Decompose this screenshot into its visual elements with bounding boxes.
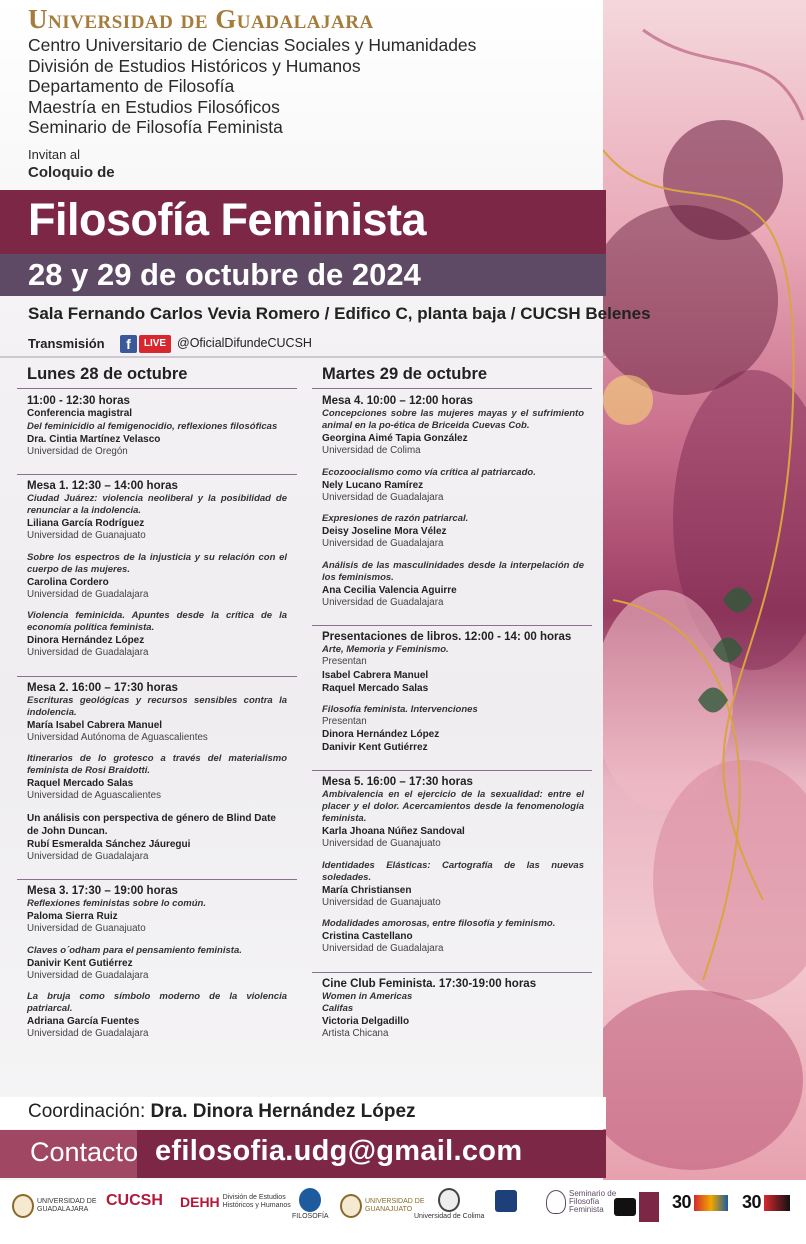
speaker-name: Deisy Joseline Mora Vélez [322, 526, 447, 537]
speaker-name: María Isabel Cabrera Manuel [27, 719, 163, 731]
divider [312, 770, 592, 771]
speaker-name: Liliana García Rodríguez [27, 518, 145, 529]
speaker-name: Adriana García Fuentes [27, 1016, 140, 1027]
block-title: Mesa 3. 17:30 – 19:00 horas [27, 885, 178, 897]
department-line: Centro Universitario de Ciencias Sociales y Humanidades [28, 35, 477, 55]
talk-item [322, 789, 584, 851]
cine-club-logo [614, 1192, 659, 1222]
talk-title: Violencia feminicida. Apuntes desde la crítica de la economía política feminista. [27, 610, 287, 633]
speaker-name: Nely Lucano Ramírez [322, 479, 424, 491]
schedule-block [322, 978, 584, 1054]
speaker-name: Georgina Aimé Tapia González [322, 433, 468, 444]
uaa-shield-icon [495, 1190, 517, 1212]
contact-band [0, 1130, 606, 1178]
coloquio-text: Coloquio de [28, 164, 115, 181]
logo-text: Feminista [569, 1205, 604, 1214]
talk-item [27, 812, 287, 864]
coordination-label: Coordinación: [28, 1101, 146, 1122]
talk-item [27, 493, 287, 543]
talk-item [322, 918, 584, 956]
speaker-name: Carolina Cordero [27, 576, 109, 588]
divider [312, 625, 592, 626]
department-line: División de Estudios Históricos y Humanos [28, 55, 361, 76]
red-wordmark-icon [764, 1195, 790, 1211]
day1-column [27, 362, 287, 1054]
speaker-name: Rubí Esmeralda Sánchez Jáuregui [27, 838, 191, 850]
schedule-block [322, 395, 584, 622]
block-title: Presentaciones de libros. 12:00 - 14: 00 horas [322, 631, 572, 643]
speaker-institution: Universidad Autónoma de Aguascalientes [27, 731, 208, 743]
logo-text: UNIVERSIDAD DE [365, 1198, 425, 1205]
book-title: Filosofía feminista. Intervenciones [322, 703, 478, 715]
colima-logo [414, 1188, 484, 1221]
speaker-name: Dinora Hernández López [322, 729, 440, 740]
camera-icon [614, 1198, 636, 1216]
speaker-institution: Universidad de Guanajuato [322, 838, 441, 849]
talk-item [322, 467, 584, 505]
cucsh-logo [106, 1192, 163, 1210]
talk-title: Itinerarios de lo grotesco a través del materialismo feminista de Rosi Braidotti. [27, 753, 287, 776]
speaker-institution: Universidad de Guadalajara [27, 647, 149, 658]
talk-item [27, 945, 287, 983]
logo-text: División de Estudios [222, 1194, 286, 1201]
divider [312, 972, 592, 973]
uaa-logo [495, 1190, 517, 1212]
logo-text: GUADALAJARA [37, 1206, 89, 1213]
contact-label: Contacto [30, 1137, 139, 1167]
event-dates: 28 y 29 de octubre de 2024 [28, 257, 421, 292]
talk-title: Ciudad Juárez: violencia neoliberal y la posibilidad de renunciar a la indolencia. [27, 493, 287, 516]
artwork-svg [603, 0, 806, 1180]
udg-logo [12, 1194, 97, 1218]
schedule-block [322, 776, 584, 969]
talk-item [322, 513, 584, 551]
talk-title: Claves o´odham para el pensamiento feminista. [27, 944, 242, 956]
live-badge: LIVE [139, 335, 171, 353]
divider [17, 676, 297, 677]
speaker-name: Ana Cecilia Valencia Aguirre [322, 584, 457, 596]
logo-text: FILOSOFÍA [292, 1213, 329, 1220]
guanajuato-logo [340, 1194, 425, 1218]
speaker-institution: Universidad de Aguascalientes [27, 790, 161, 801]
dehh-logo [180, 1194, 291, 1210]
talk-item [322, 991, 584, 1041]
talk-item [322, 704, 584, 755]
filosofia-logo [292, 1188, 329, 1221]
speaker-name: Danivir Kent Gutiérrez [27, 957, 133, 969]
invite-text: Invitan al [28, 147, 81, 162]
colima-seal-icon [438, 1188, 460, 1212]
guanajuato-seal-icon [340, 1194, 362, 1218]
logo-strip [0, 1180, 806, 1244]
book-title: Arte, Memoria y Feminismo. [322, 644, 449, 655]
speaker-name: María Christiansen [322, 884, 412, 896]
talk-title: Del feminicidio al femigenocidio, reflexiones filosóficas [27, 420, 278, 432]
stream-handle[interactable]: @OficialDifundeCUCSH [177, 336, 312, 350]
stream-label: Transmisión [28, 336, 105, 351]
talk-item [27, 610, 287, 660]
logo-text: Universidad de Colima [414, 1213, 485, 1220]
phi-icon [299, 1188, 321, 1212]
event-title: Filosofía Feminista [28, 194, 427, 245]
speaker-name: Raquel Mercado Salas [322, 682, 429, 694]
university-name: Universidad de Guadalajara [28, 4, 374, 34]
talk-title: Expresiones de razón patriarcal. [322, 513, 469, 524]
speaker-name: Isabel Cabrera Manuel [322, 669, 429, 681]
speaker-name: Dra. Cintia Martínez Velasco [27, 433, 161, 445]
logo-text: GUANAJUATO [365, 1206, 413, 1213]
talk-title: Sobre los espectros de la injusticia y su relación con el cuerpo de las mujeres. [27, 551, 287, 575]
cine-club-badge-icon [639, 1192, 659, 1222]
talk-item [322, 560, 584, 610]
speaker-institution: Universidad de Guanajuato [322, 896, 441, 908]
divider [17, 879, 297, 880]
speaker-institution: Artista Chicana [322, 1027, 389, 1039]
seminario-logo [546, 1190, 616, 1214]
schedule-block [322, 631, 584, 767]
department-line: Seminario de Filosofía Feminista [28, 117, 283, 137]
stream-row [0, 333, 606, 357]
speaker-institution: Universidad de Guanajuato [27, 530, 146, 541]
coordination-band [0, 1097, 606, 1129]
speaker-institution: Universidad de Guadalajara [322, 596, 444, 608]
schedule-block [27, 395, 287, 471]
speaker-institution: Universidad de Guadalajara [322, 491, 444, 503]
film-title: Califas [322, 1002, 354, 1014]
department-list [28, 35, 476, 138]
talk-title: Reflexiones feministas sobre lo común. [27, 898, 206, 909]
contact-label-box [0, 1130, 137, 1178]
block-title: Cine Club Feminista. 17:30-19:00 horas [322, 977, 537, 990]
logo-text: 30 [742, 1192, 762, 1212]
contact-email-link[interactable]: efilosofia.udg@gmail.com [155, 1135, 523, 1167]
department-line: Departamento de Filosofía [28, 76, 235, 96]
speaker-name: Cristina Castellano [322, 931, 413, 942]
talk-title: Identidades Elásticas: Cartografía de las nuevas soledades. [322, 859, 584, 883]
speaker-institution: Universidad de Oregón [27, 445, 128, 457]
day1-heading: Lunes 28 de octubre [27, 365, 188, 383]
divider [17, 388, 297, 389]
schedule-block [27, 682, 287, 877]
logo-text: Filosofía [569, 1197, 600, 1206]
talk-item [27, 695, 287, 745]
title-band [0, 190, 606, 254]
day2-heading: Martes 29 de octubre [322, 365, 488, 383]
seminario-emblem-icon [546, 1190, 566, 1214]
block-title: Mesa 4. 10:00 – 12:00 horas [322, 395, 473, 407]
talk-item [27, 898, 287, 936]
coordinator-name: Dra. Dinora Hernández López [150, 1101, 416, 1122]
speaker-institution: Universidad de Guadalajara [27, 588, 149, 600]
talk-item [27, 552, 287, 602]
logo-text: Históricos y Humanos [222, 1202, 291, 1209]
speaker-name: Raquel Mercado Salas [27, 778, 134, 789]
talk-title: La bruja como símbolo moderno de la violencia patriarcal. [27, 991, 287, 1014]
speaker-name: Danivir Kent Gutiérrez [322, 742, 428, 753]
block-title: Mesa 1. 12:30 – 14:00 horas [27, 480, 178, 492]
speaker-name: Paloma Sierra Ruiz [27, 911, 118, 922]
venue: Sala Fernando Carlos Vevia Romero / Edifico C, planta baja / CUCSH Belenes [28, 304, 651, 323]
talk-title: Un análisis con perspectiva de género de Blind Date de John Duncan. [27, 812, 276, 837]
logo-text: 30 [672, 1192, 692, 1212]
logo-text: UNIVERSIDAD DE [37, 1198, 97, 1205]
talk-title: Concepciones sobre las mujeres mayas y el sufrimiento animal en la po-ética de Briceida Cuevas Cob. [322, 408, 584, 431]
talk-item [27, 421, 287, 459]
block-title: 11:00 - 12:30 horas [27, 395, 130, 407]
speaker-institution: Universidad de Guadalajara [27, 969, 149, 981]
divider [0, 356, 606, 358]
block-subtitle: Conferencia magistral [27, 408, 133, 419]
speaker-name: Dinora Hernández López [27, 635, 145, 646]
block-title: Mesa 5. 16:00 – 17:30 horas [322, 776, 473, 788]
film-title: Women in Americas [322, 990, 413, 1002]
red-30-logo [742, 1192, 790, 1213]
presenters-label: Presentan [322, 656, 367, 667]
talk-title: Ambivalencia en el ejercicio de la sexualidad: entre el placer y el dolor. Acercamientos desde la fenomenología feminista. [322, 789, 584, 824]
logo-text: DEHH [180, 1194, 220, 1210]
logo-text: CUCSH [106, 1192, 163, 1209]
divider [312, 388, 592, 389]
logo-text: Seminario de [569, 1189, 617, 1198]
speaker-name: Victoria Delgadillo [322, 1015, 410, 1027]
date-band [0, 254, 606, 296]
speaker-institution: Universidad de Guadalajara [27, 850, 149, 862]
talk-title: Ecozoocialismo como vía crítica al patriarcado. [322, 466, 536, 478]
facebook-icon[interactable]: f [120, 335, 137, 353]
talk-title: Escrituras geológicas y recursos sensibles contra la indolencia. [27, 694, 287, 718]
divider [17, 474, 297, 475]
day2-column [322, 362, 584, 1053]
coordination [28, 1101, 416, 1123]
speaker-institution: Universidad de Guadalajara [27, 1028, 149, 1039]
speaker-institution: Universidad de Colima [322, 445, 421, 456]
talk-title: Modalidades amorosas, entre filosofía y feminismo. [322, 918, 556, 929]
talk-item [322, 408, 584, 458]
talk-item [322, 644, 584, 695]
talk-title: Análisis de las masculinidades desde la interpelación de los feminismos. [322, 559, 584, 583]
block-title: Mesa 2. 16:00 – 17:30 horas [27, 681, 178, 694]
schedule-block [27, 885, 287, 1054]
floral-artwork [603, 0, 806, 1180]
speaker-institution: Universidad de Guanajuato [27, 923, 146, 934]
speaker-institution: Universidad de Guadalajara [322, 943, 444, 954]
udg-seal-icon [12, 1194, 34, 1218]
talk-item [27, 991, 287, 1041]
speaker-institution: Universidad de Guadalajara [322, 538, 444, 549]
cucsh-30-wordmark-icon [694, 1195, 728, 1211]
schedule-block [27, 480, 287, 673]
cucsh-30-logo [672, 1192, 728, 1213]
presenters-label: Presentan [322, 715, 367, 727]
talk-item [27, 753, 287, 803]
talk-item [322, 860, 584, 910]
department-line: Maestría en Estudios Filosóficos [28, 96, 280, 117]
speaker-name: Karla Jhoana Núñez Sandoval [322, 826, 465, 837]
